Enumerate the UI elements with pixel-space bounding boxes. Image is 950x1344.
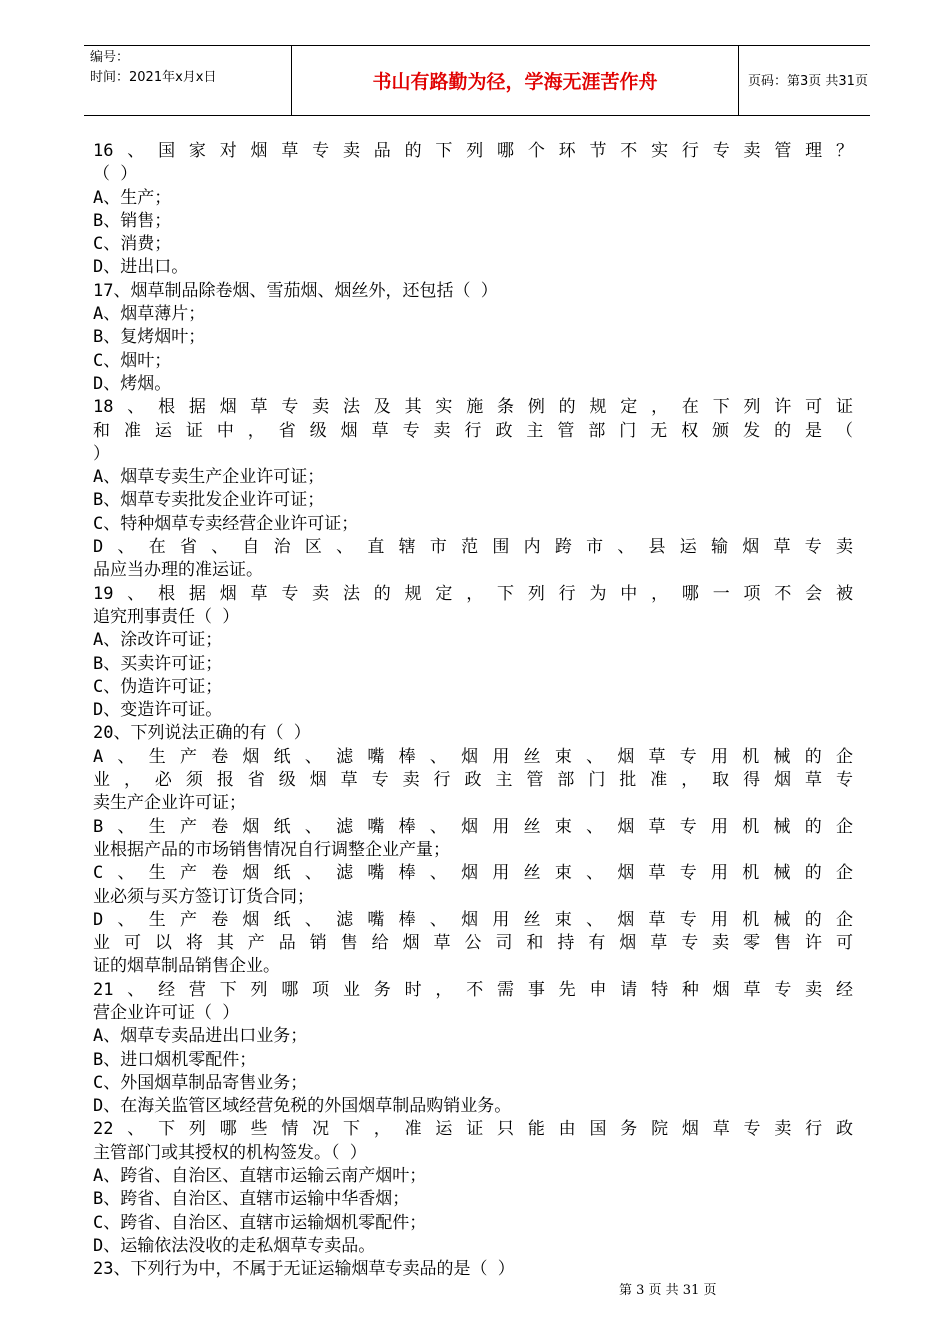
text-line: C、伪造许可证； [93, 676, 223, 697]
text-line: 20、下列说法正确的有（ ） [93, 723, 311, 744]
text-line: D、在海关监管区域经营免税的外国烟草制品购销业务。 [93, 1096, 512, 1117]
text-line: C、生产卷烟纸、滤嘴棒、烟用丝束、烟草专用机械的企 [93, 863, 853, 884]
slogan: 书山有路勤为径，学海无涯苦作舟 [291, 46, 739, 115]
text-line: B、进口烟机零配件； [93, 1049, 257, 1070]
page-header [84, 45, 870, 116]
text-line: D、进出口。 [93, 257, 189, 278]
text-line: 营企业许可证（ ） [93, 1002, 240, 1023]
text-line: ） [93, 443, 110, 464]
text-line: 16、国家对烟草专卖品的下列哪个环节不实行专卖管理？ [93, 141, 853, 161]
header-meta [90, 48, 216, 88]
text-line: 19、根据烟草专卖法的规定，下列行为中，哪一项不会被 [93, 583, 853, 604]
text-line: C、烟叶； [93, 350, 172, 371]
text-line: 业，必须报省级烟草专卖行政主管部门批准，取得烟草专 [93, 770, 853, 791]
text-line: A、跨省、自治区、直辖市运输云南产烟叶； [93, 1166, 427, 1187]
text-line: D、烤烟。 [93, 373, 172, 394]
text-line: A、烟草薄片； [93, 304, 206, 325]
text-line: B、买卖许可证； [93, 653, 223, 674]
text-line: 17、烟草制品除卷烟、雪茄烟、烟丝外，还包括（ ） [93, 280, 498, 301]
text-line: D、生产卷烟纸、滤嘴棒、烟用丝束、烟草专用机械的企 [93, 909, 853, 930]
text-line: 卖生产企业许可证； [93, 793, 246, 814]
text-line: C、消费； [93, 234, 172, 255]
text-line: A、烟草专卖生产企业许可证； [93, 467, 325, 488]
text-line: C、外国烟草制品寄售业务； [93, 1072, 308, 1093]
text-line: 22、下列哪些情况下，准运证只能由国务院烟草专卖行政 [93, 1119, 853, 1140]
text-line: C、特种烟草专卖经营企业许可证； [93, 513, 359, 534]
text-line: D、在省、自治区、直辖市范围内跨市、县运输烟草专卖 [93, 537, 853, 558]
text-line: 23、下列行为中，不属于无证运输烟草专卖品的是（ ） [93, 1259, 515, 1280]
text-line: 和准运证中，省级烟草专卖行政主管部门无权颁发的是（ [93, 420, 853, 441]
text-line: A、生产； [93, 187, 172, 208]
text-line: 业根据产品的市场销售情况自行调整企业产量； [93, 839, 450, 860]
text-line: B、生产卷烟纸、滤嘴棒、烟用丝束、烟草专用机械的企 [93, 816, 853, 837]
text-line: 业必须与买方签订订货合同； [93, 886, 314, 907]
text-line: 主管部门或其授权的机构签发。（ ） [93, 1142, 367, 1163]
text-line: 追究刑事责任（ ） [93, 606, 240, 627]
page-footer: 第 3 页 共 31 页 [619, 1283, 717, 1298]
number-label: 编号： [90, 50, 130, 65]
text-line: C、跨省、自治区、直辖市运输烟机零配件； [93, 1212, 427, 1233]
page-label: 页码：第3页 共31页 [748, 74, 868, 89]
text-line: （ ） [93, 164, 138, 185]
text-line: A、生产卷烟纸、滤嘴棒、烟用丝束、烟草专用机械的企 [93, 746, 853, 767]
text-line: A、烟草专卖品进出口业务； [93, 1026, 308, 1047]
time-label: 时间：2021年x月x日 [90, 70, 217, 85]
text-line: B、跨省、自治区、直辖市运输中华香烟； [93, 1189, 410, 1210]
text-line: 21、经营下列哪项业务时，不需事先申请特种烟草专卖经 [93, 979, 853, 1000]
text-line: B、复烤烟叶； [93, 327, 206, 348]
text-line: D、变造许可证。 [93, 700, 223, 721]
text-line: B、销售； [93, 210, 172, 231]
text-line: 18、根据烟草专卖法及其实施条例的规定，在下列许可证 [93, 397, 853, 418]
text-line: D、运输依法没收的走私烟草专卖品。 [93, 1235, 376, 1256]
text-line: 业可以将其产品销售给烟草公司和持有烟草专卖零售许可 [93, 933, 853, 954]
text-line: 证的烟草制品销售企业。 [93, 956, 280, 977]
text-line: A、涂改许可证； [93, 630, 223, 651]
document-body [93, 140, 853, 1282]
text-line: B、烟草专卖批发企业许可证； [93, 490, 325, 511]
text-line: 品应当办理的准运证。 [93, 560, 263, 581]
